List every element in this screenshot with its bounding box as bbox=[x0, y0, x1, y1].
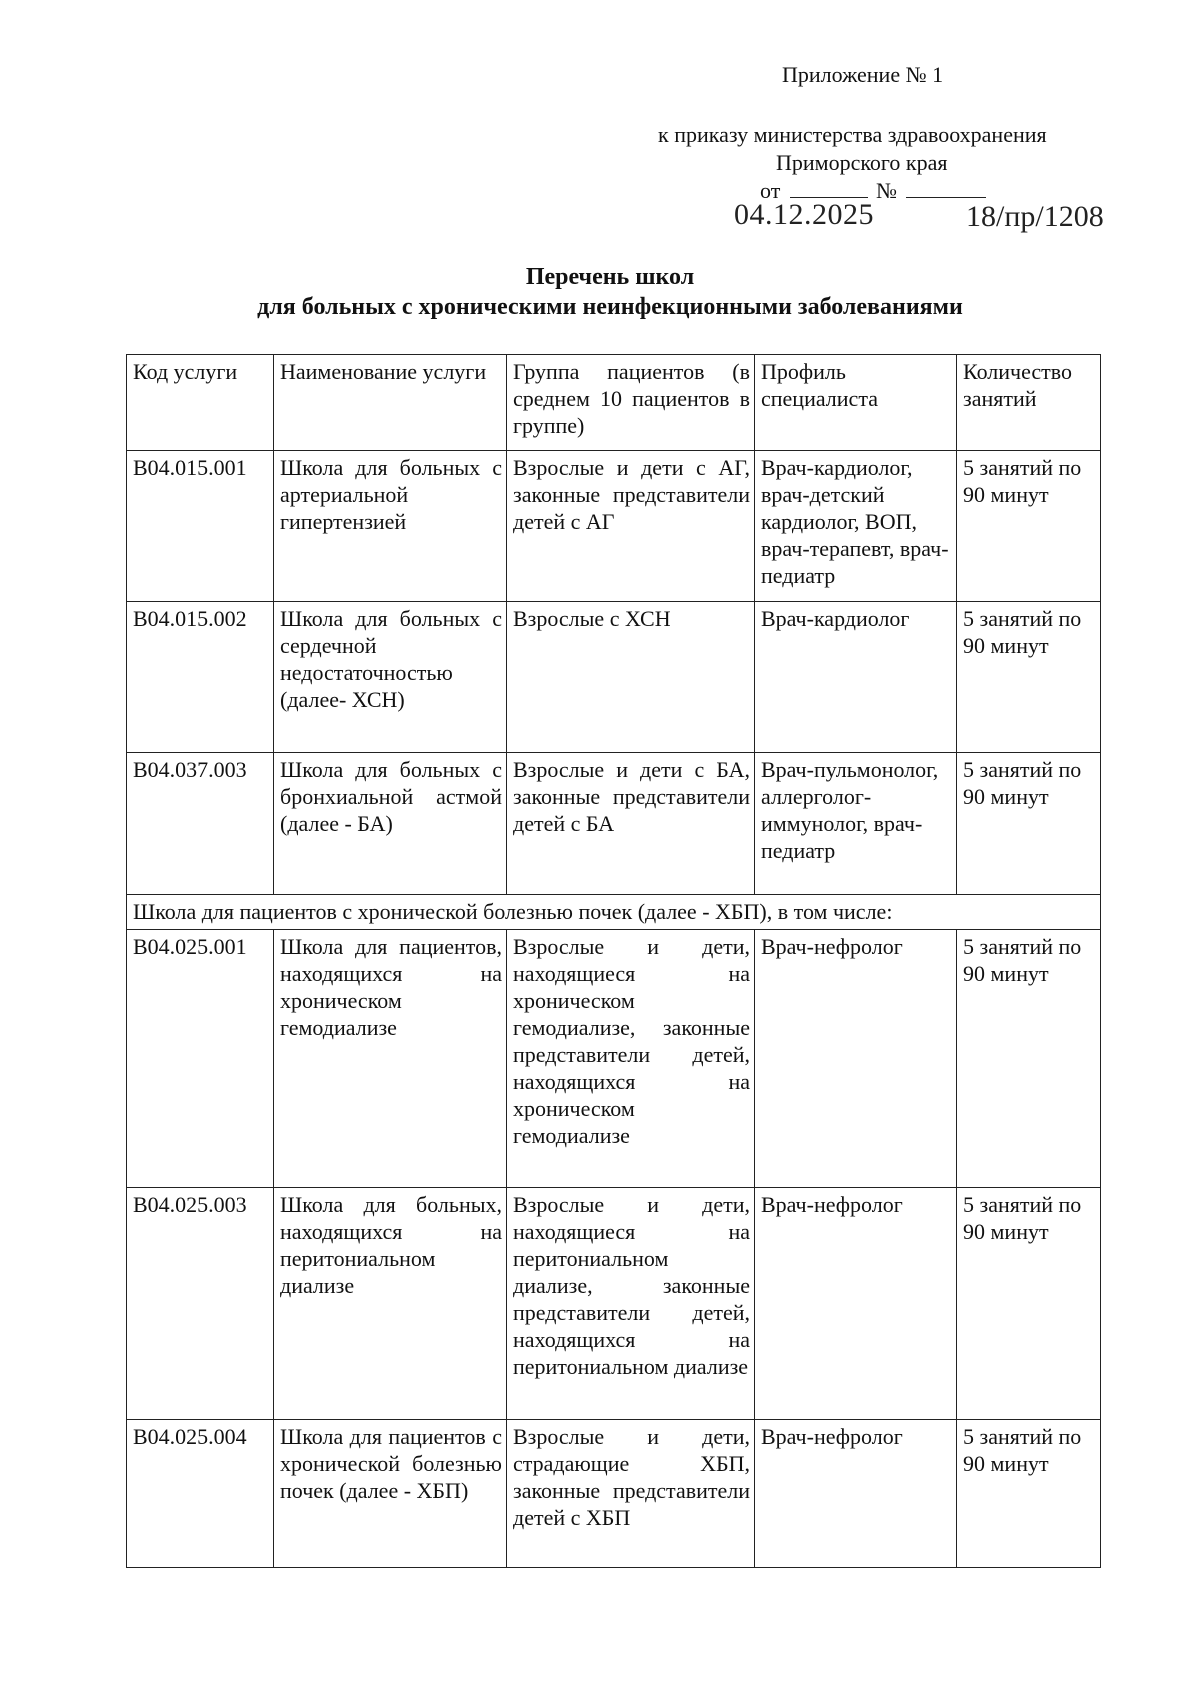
cell-group: Взрослые и дети, страдающие ХБП, законные представители детей с ХБП bbox=[507, 1420, 755, 1568]
cell-profile: Врач-нефролог bbox=[755, 1420, 957, 1568]
table-row bbox=[127, 1188, 1101, 1420]
document-title-line2: для больных с хроническими неинфекционными заболеваниями bbox=[257, 294, 963, 320]
document-title bbox=[130, 262, 1090, 322]
table-row bbox=[127, 602, 1101, 753]
order-number: 18/пр/1208 bbox=[966, 200, 1104, 233]
header-group: Группа пациентов (в среднем 10 пациентов в группе) bbox=[507, 355, 755, 451]
order-date: 04.12.2025 bbox=[734, 198, 874, 231]
cell-code: B04.025.001 bbox=[127, 930, 274, 1188]
cell-profile: Врач-нефролог bbox=[755, 1188, 957, 1420]
table-header-row bbox=[127, 355, 1101, 451]
order-number-blank-line bbox=[906, 197, 986, 198]
header-code: Код услуги bbox=[127, 355, 274, 451]
cell-code: B04.025.004 bbox=[127, 1420, 274, 1568]
cell-name: Школа для пациентов с хронической болезнью почек (далее - ХБП) bbox=[274, 1420, 507, 1568]
header-profile: Профиль специалиста bbox=[755, 355, 957, 451]
cell-sessions: 5 занятий по 90 минут bbox=[957, 753, 1101, 895]
cell-group: Взрослые с ХСН bbox=[507, 602, 755, 753]
table-row bbox=[127, 451, 1101, 602]
annex-title: Приложение № 1 bbox=[782, 62, 944, 87]
cell-profile: Врач-нефролог bbox=[755, 930, 957, 1188]
cell-sessions: 5 занятий по 90 минут bbox=[957, 602, 1101, 753]
cell-name: Школа для пациентов, находящихся на хроническом гемодиализе bbox=[274, 930, 507, 1188]
cell-code: B04.037.003 bbox=[127, 753, 274, 895]
header-sessions: Количество занятий bbox=[957, 355, 1101, 451]
cell-profile: Врач-пульмонолог, аллерголог-иммунолог, врач-педиатр bbox=[755, 753, 957, 895]
order-from-label: от bbox=[760, 178, 781, 203]
cell-group: Взрослые и дети, находящиеся на перитониальном диализе, законные представители детей, находящихся на перитониальном диализе bbox=[507, 1188, 755, 1420]
cell-sessions: 5 занятий по 90 минут bbox=[957, 451, 1101, 602]
cell-name: Школа для больных с сердечной недостаточностью (далее- ХСН) bbox=[274, 602, 507, 753]
document-title-line1: Перечень школ bbox=[525, 264, 695, 290]
section-title: Школа для пациентов с хронической болезнью почек (далее - ХБП), в том числе: bbox=[127, 895, 1101, 930]
schools-table bbox=[126, 354, 1101, 1568]
cell-group: Взрослые и дети с АГ, законные представители детей с АГ bbox=[507, 451, 755, 602]
cell-sessions: 5 занятий по 90 минут bbox=[957, 930, 1101, 1188]
cell-name: Школа для больных с бронхиальной астмой (далее - БА) bbox=[274, 753, 507, 895]
header-name: Наименование услуги bbox=[274, 355, 507, 451]
order-reference-line1: к приказу министерства здравоохранения bbox=[658, 122, 1047, 147]
cell-name: Школа для больных с артериальной гипертензией bbox=[274, 451, 507, 602]
cell-profile: Врач-кардиолог bbox=[755, 602, 957, 753]
section-row bbox=[127, 895, 1101, 930]
cell-sessions: 5 занятий по 90 минут bbox=[957, 1188, 1101, 1420]
order-number-label: № bbox=[876, 178, 897, 203]
table-row bbox=[127, 930, 1101, 1188]
cell-profile: Врач-кардиолог, врач-детский кардиолог, ВОП, врач-терапевт, врач-педиатр bbox=[755, 451, 957, 602]
cell-sessions: 5 занятий по 90 минут bbox=[957, 1420, 1101, 1568]
order-reference-line2: Приморского края bbox=[776, 150, 948, 175]
table-row bbox=[127, 753, 1101, 895]
cell-group: Взрослые и дети с БА, законные представители детей с БА bbox=[507, 753, 755, 895]
cell-name: Школа для больных, находящихся на перитониальном диализе bbox=[274, 1188, 507, 1420]
cell-group: Взрослые и дети, находящиеся на хроническом гемодиализе, законные представители детей, находящихся на хроническом гемодиализе bbox=[507, 930, 755, 1188]
cell-code: B04.015.001 bbox=[127, 451, 274, 602]
cell-code: B04.025.003 bbox=[127, 1188, 274, 1420]
cell-code: B04.015.002 bbox=[127, 602, 274, 753]
table-row bbox=[127, 1420, 1101, 1568]
